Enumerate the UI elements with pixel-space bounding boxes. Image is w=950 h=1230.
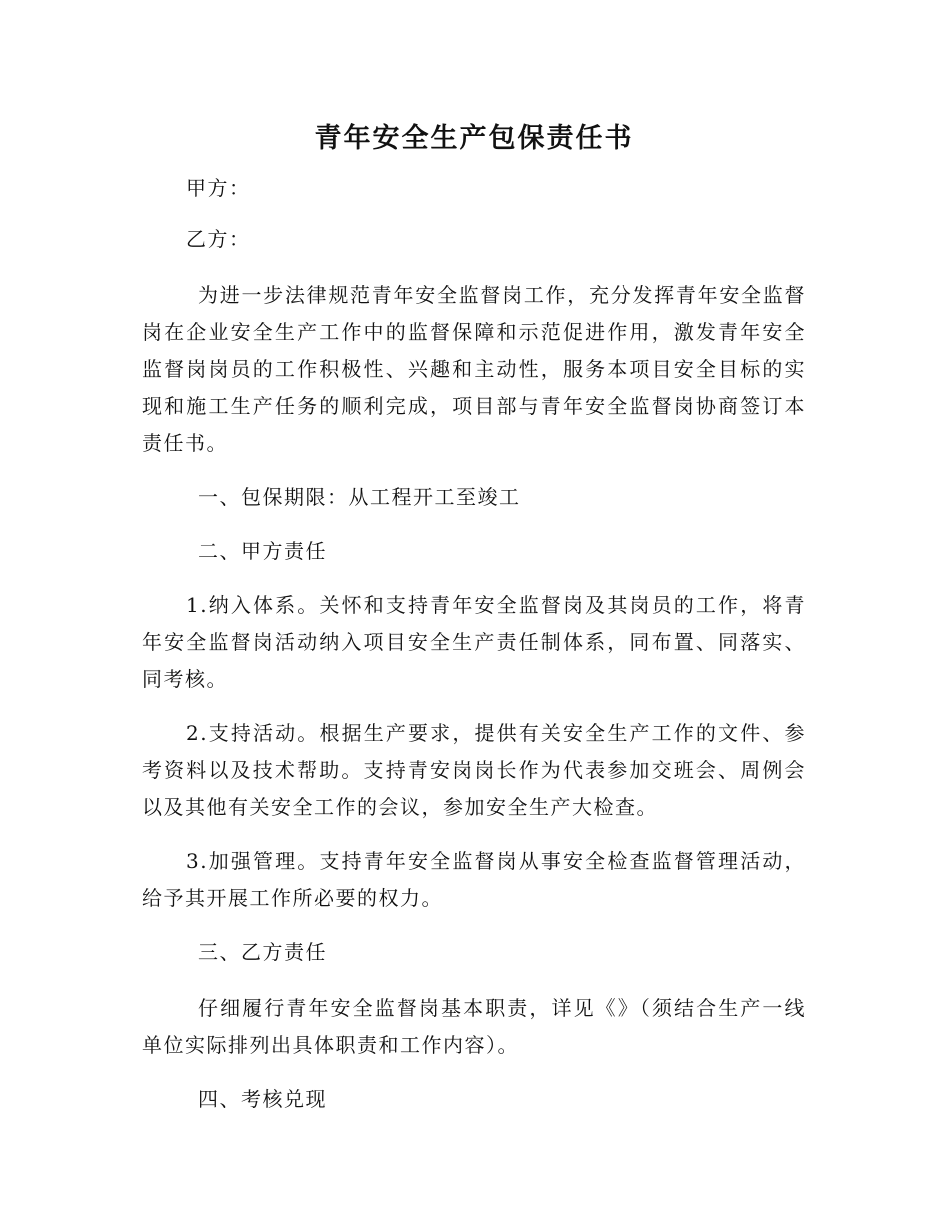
party-b-label: 乙方： (186, 227, 251, 251)
party-a-label: 甲方： (186, 176, 251, 200)
document-title: 青年安全生产包保责任书 (314, 123, 634, 154)
party-a-item-1: 1.纳入体系。关怀和支持青年安全监督岗及其岗员的工作，将青年安全监督岗活动纳入项目安全生产责任制体系，同布置、同落实、同考核。 (142, 593, 806, 691)
section-1-heading: 一、包保期限：从工程开工至竣工 (198, 485, 521, 509)
section-3-paragraph: 仔细履行青年安全监督岗基本职责，详见《》（须结合生产一线单位实际排列出具体职责和工作内容）。 (142, 996, 806, 1057)
party-a-item-2: 2.支持活动。根据生产要求，提供有关安全生产工作的文件、参考资料以及技术帮助。支持青安岗岗长作为代表参加交班会、周例会以及其他有关安全工作的会议，参加安全生产大检查。 (142, 721, 806, 819)
section-4-heading: 四、考核兑现 (198, 1087, 327, 1111)
party-a-item-3: 3.加强管理。支持青年安全监督岗从事安全检查监督管理活动，给予其开展工作所必要的权力。 (142, 849, 806, 910)
section-3-heading: 三、乙方责任 (198, 940, 327, 964)
intro-paragraph: 为进一步法律规范青年安全监督岗工作，充分发挥青年安全监督岗在企业安全生产工作中的监督保障和示范促进作用，激发青年安全监督岗岗员的工作积极性、兴趣和主动性，服务本项目安全目标的实现和施工生产任务的顺利完成，项目部与青年安全监督岗协商签订本责任书。 (142, 283, 806, 455)
section-2-heading: 二、甲方责任 (198, 539, 327, 563)
